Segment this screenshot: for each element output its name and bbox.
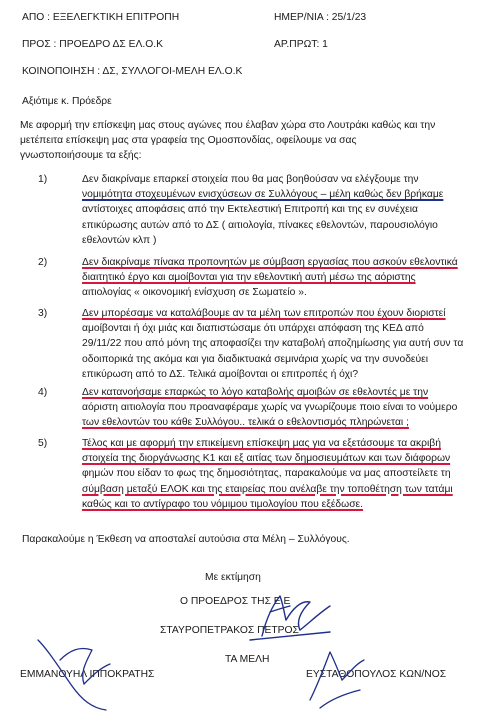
item-line: επικύρωση από το ΔΣ. Τελικά αμοίβονται οι επιτροπές ή όχι? [82,368,359,380]
item-line-underlined: Δεν διακρίναμε πίνακα προπονητών με σύμβαση εργασίας που ασκούν εθελοντικά [82,257,458,268]
intro-line: Με αφορμή την επίσκεψη μας στους αγώνες που έλαβαν χώρα στο Λουτράκι καθώς και την [20,120,436,131]
item-line-underlined: Δεν κατανοήσαμε επαρκώς το λόγο καταβολής αμοιβών σε εθελοντές με την [82,387,429,398]
item-number: 5) [38,438,48,449]
item-number: 4) [38,387,48,398]
item-line: αντίστοιχες αποφάσεις από την Εκτελεστική Επιτροπή και της εν συνέχεια [82,204,418,216]
member-signature-1 [38,640,110,710]
member-name-1: ΕΜΜΑΝΟΥΗΛ ΙΠΠΟΚΡΑΤΗΣ [20,669,155,680]
item-number: 3) [38,308,48,319]
regards: Με εκτίμηση [205,572,261,583]
item-line: αόριστη αιτιολογία που προαναφέραμε χωρίς να γνωρίζουμε ποιο είναι το νούμερο [82,402,458,414]
cc-line: ΚΟΙΝΟΠΟΙΗΣΗ : ΔΣ, ΣΥΛΛΟΓΟΙ-ΜΕΛΗ ΕΛ.Ο.Κ [22,66,243,77]
intro-line: γνωστοποιήσουμε τα εξής: [20,150,142,162]
item-number: 1) [38,174,48,185]
sender-line: ΑΠΟ : ΕΞΕΛΕΓΚΤΙΚΗ ΕΠΙΤΡΟΠΗ [22,12,180,23]
item-line-underlined: Τέλος και με αφορμή την επικείμενη επίσκεψη μας για να εξετάσουμε τα ακριβή [82,438,441,449]
item-line: αμοίβονται ή όχι μιάς και διαπιστώσαμε ότι υπάρχει απόφαση της ΚΕΔ από [82,323,424,335]
item-line: 29/11/22 που από μόνη της αποφασίζει την καταβολή αποζημίωσης για αυτή συν τα [82,338,464,350]
item-line: επικύρωσης αυτών από το ΔΣ ( αιτιολογία, πίνακες εθελοντών, παρουσιολόγιο [82,219,438,231]
item-number: 2) [38,257,48,268]
item-line-underlined: Δεν μπορέσαμε να καταλάβουμε αν τα μέλη των επιτροπών που έχουν διοριστεί [82,308,446,319]
item-line-underlined: των εθελοντών του κάθε Συλλόγου.. τελικά ο εθελοντισμός πληρώνεται ; [82,417,409,429]
item-line-underlined: νομιμότητα στοχευμένων ενισχύσεων σε Συλλόγους – μέλη καθώς δεν βρήκαμε [82,189,444,201]
member-signature-2 [310,652,364,708]
item-line-underlined: σύμβαση μεταξύ ΕΛΟΚ και της εταιρείας που ανέλαβε την τοποθέτηση των τατάμι [82,483,453,495]
salutation: Αξιότιμε κ. Πρόεδρε [22,96,112,107]
item-line-underlined: καθώς και το αντίγραφο του νόμιμου τιμολογίου που εξέδωσε. [82,498,364,510]
president-signature [250,596,330,640]
president-role: Ο ΠΡΟΕΔΡΟΣ ΤΗΣ Ε.Ε [180,596,291,607]
item-line-underlined: διαιτητικό έργο και αμοίβονται για την εθελοντική αυτή μέσω της αόριστης [82,272,416,284]
item-line-underlined: στοιχεία της διοργάνωσης Κ1 και εξ αιτίας των δημοσιευμάτων και των διάφορων [82,453,451,465]
president-name: ΣΤΑΥΡΟΠΕΤΡΑΚΟΣ ΠΕΤΡΟΣ [160,625,299,636]
protocol-number: ΑΡ.ΠΡΩΤ: 1 [274,39,328,50]
closing-sentence: Παρακαλούμε η Έκθεση να αποσταλεί αυτούσια στα Μέλη – Συλλόγους. [22,534,350,545]
item-line: οδοιπορικά της ακόμα και για διαδικτυακά σεμινάρια χωρίς να την συνοδεύει [82,353,429,365]
recipient-line: ΠΡΟΣ : ΠΡΟΕΔΡΟ ΔΣ ΕΛ.Ο.Κ [22,39,163,50]
intro-line: μετέπειτα επίσκεψη μας στα γραφεία της Ομοσπονδίας, οφείλουμε να σας [20,135,357,147]
member-name-2: ΕΥΣΤΑΘΟΠΟΥΛΟΣ ΚΩΝ/ΝΟΣ [306,669,447,680]
date-line: ΗΜΕΡ/ΝΙΑ : 25/1/23 [274,12,367,23]
item-line: Δεν διακρίναμε επαρκεί στοιχεία που θα μας βοηθούσαν να ελέγξουμε την [82,174,419,185]
item-line: εθελοντών κλπ ) [82,234,157,246]
item-line: αιτιολογίας « οικονομική ενίσχυση σε Σωματείο ». [82,287,307,299]
members-label: ΤΑ ΜΕΛΗ [225,654,270,665]
item-line: φημών που είδαν το φως της δημοσιότητας, παρακαλούμε να μας αποστείλετε τη [82,468,451,480]
